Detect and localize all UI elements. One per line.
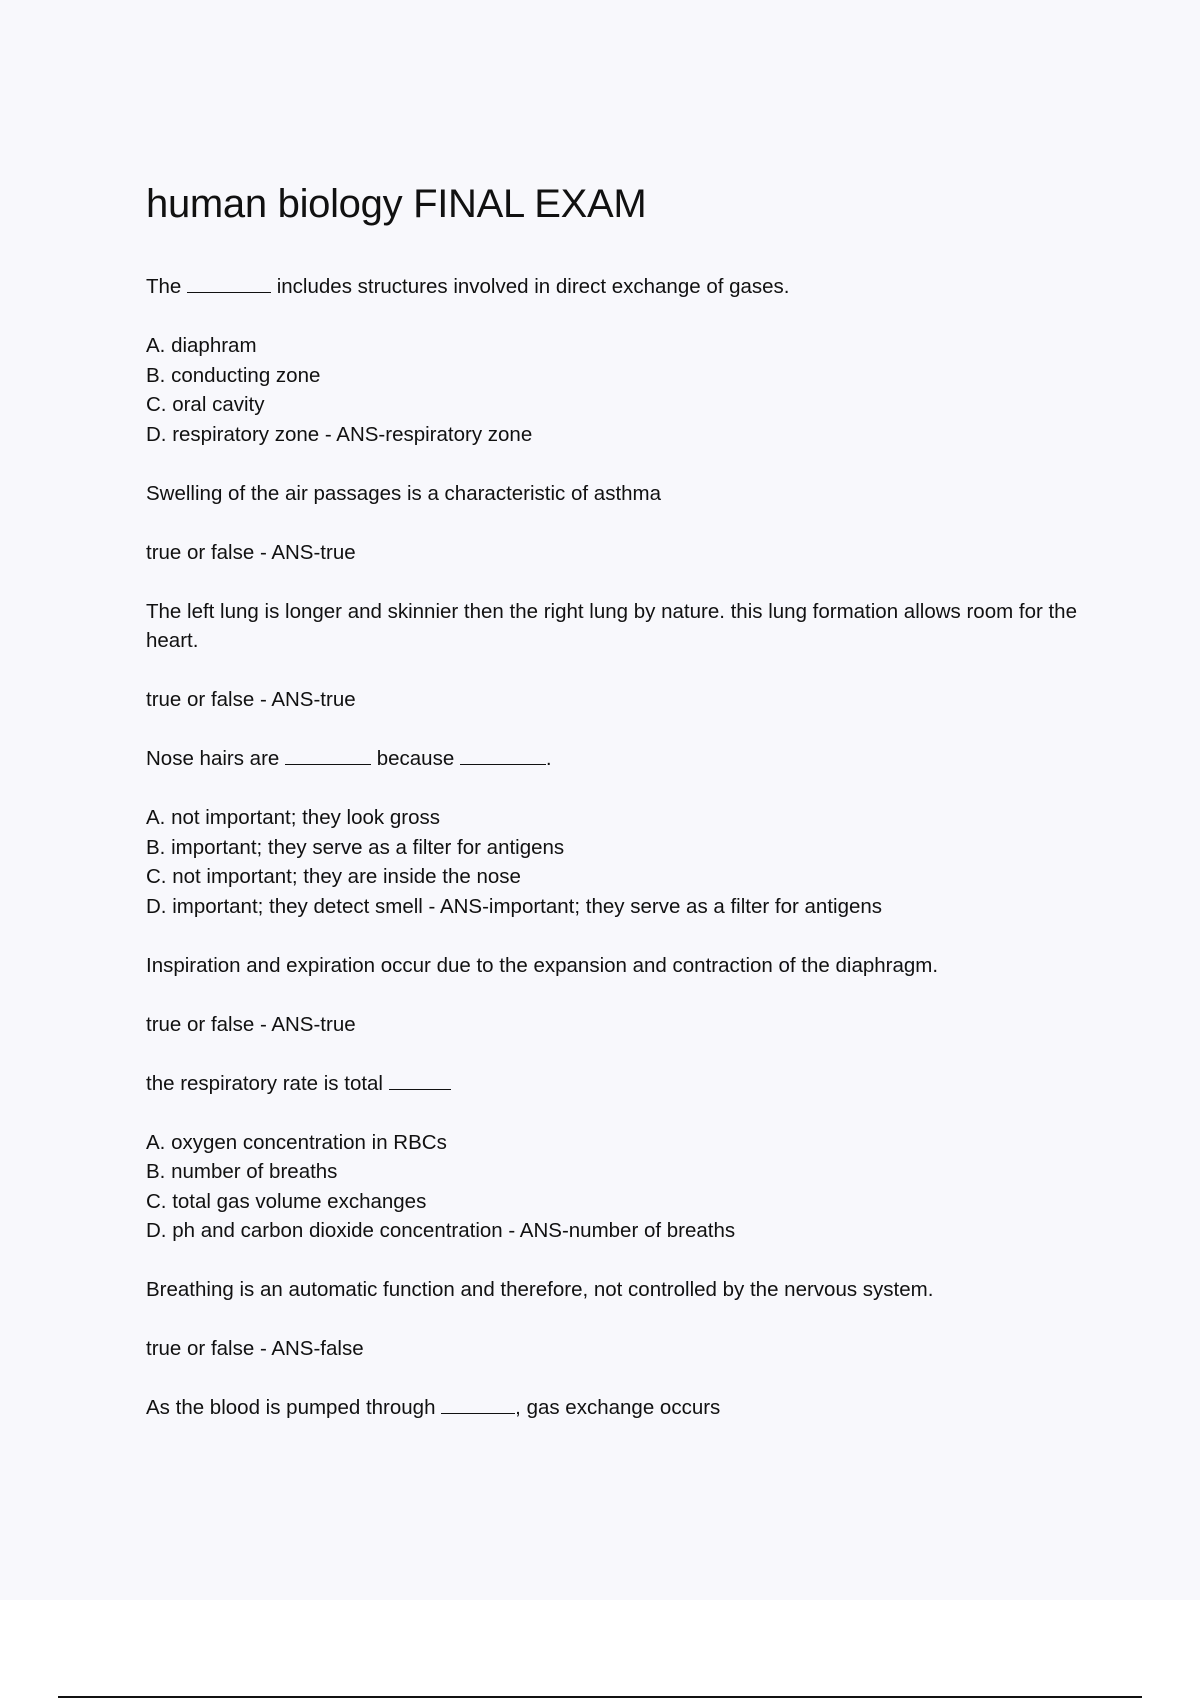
question-1: The includes structures involved in direct exchange of gases. — [146, 272, 1096, 302]
option: B. number of breaths — [146, 1160, 338, 1183]
question-5: Inspiration and expiration occur due to the expansion and contraction of the diaphragm. — [146, 953, 939, 977]
option: C. not important; they are inside the nose — [146, 865, 521, 888]
answer-blank — [441, 1393, 515, 1414]
option: B. conducting zone — [146, 363, 321, 387]
document-content — [146, 180, 1096, 1423]
answer-line: true or false - ANS-true — [146, 540, 356, 564]
answer-blank — [389, 1069, 451, 1090]
option: C. oral cavity — [146, 393, 265, 416]
answer-line: true or false - ANS-true — [146, 1012, 356, 1036]
question-8: As the blood is pumped through , gas exchange occurs — [146, 1393, 1096, 1423]
option: A. not important; they look gross — [146, 806, 440, 829]
answer-line: true or false - ANS-true — [146, 688, 356, 711]
option: A. oxygen concentration in RBCs — [146, 1130, 447, 1154]
answer-blank — [460, 744, 546, 765]
option: A. diaphram — [146, 334, 257, 357]
option: D. important; they detect smell - ANS-important; they serve as a filter for antigens — [146, 894, 883, 918]
option: C. total gas volume exchanges — [146, 1189, 427, 1213]
question-2: Swelling of the air passages is a characteristic of asthma — [146, 481, 662, 505]
question-6: the respiratory rate is total — [146, 1069, 1096, 1099]
option: D. respiratory zone - ANS-respiratory zone — [146, 422, 533, 446]
option: D. ph and carbon dioxide concentration - ANS-number of breaths — [146, 1219, 736, 1242]
answer-blank — [285, 744, 371, 765]
footer-divider — [58, 1696, 1142, 1698]
document-title: human biology FINAL EXAM — [146, 182, 647, 226]
answer-line: true or false - ANS-false — [146, 1337, 364, 1360]
question-3: The left lung is longer and skinnier then the right lung by nature. this lung formation allows room for the heart. — [146, 599, 1083, 652]
question-4: Nose hairs are because . — [146, 744, 1096, 774]
option: B. important; they serve as a filter for antigens — [146, 835, 565, 859]
answer-blank — [187, 272, 271, 293]
question-7: Breathing is an automatic function and therefore, not controlled by the nervous system. — [146, 1278, 934, 1301]
